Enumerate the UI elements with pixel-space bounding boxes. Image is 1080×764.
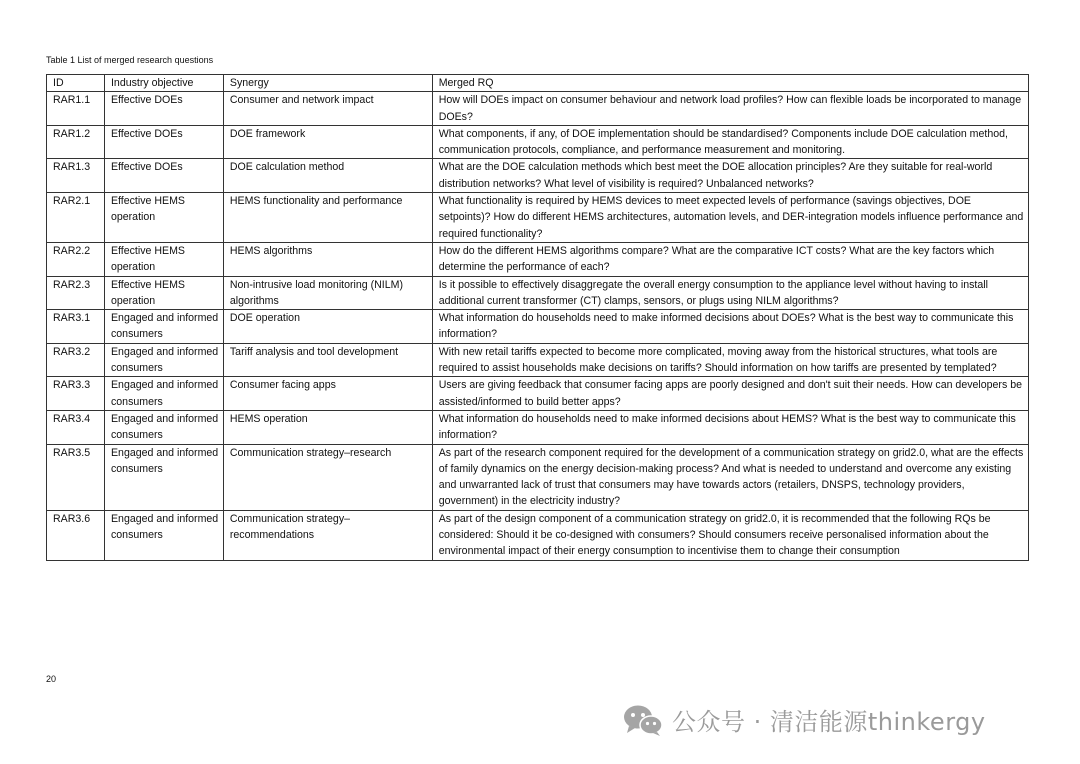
cell-merged-rq: As part of the research component required for the development of a communication strategy on grid2.0, what are the effects of family dynamics on the energy decision-making process? And what is needed to understand and overcome any existing and unwarranted lack of trust that consumers may have towards actors (retailers, DNSPS, technology providers, government) in the electricity industry? — [432, 444, 1028, 510]
cell-merged-rq: What functionality is required by HEMS devices to meet expected levels of performance (savings objectives, DOE setpoints)? How do different HEMS architectures, automation levels, and DER-integration models influence performance and required functionality? — [432, 193, 1028, 243]
cell-merged-rq: What information do households need to make informed decisions about DOEs? What is the best way to communicate this information? — [432, 310, 1028, 344]
cell-industry-objective: Engaged and informed consumers — [104, 343, 223, 377]
cell-merged-rq: With new retail tariffs expected to become more complicated, moving away from the historical structures, what tools are required to assist households make decisions on tariffs? Should information on how tariffs are presented by templated? — [432, 343, 1028, 377]
cell-industry-objective: Engaged and informed consumers — [104, 444, 223, 510]
table-row — [47, 343, 1029, 377]
table-row — [47, 125, 1029, 159]
cell-industry-objective: Effective DOEs — [104, 92, 223, 126]
table-row — [47, 159, 1029, 193]
cell-id: RAR2.1 — [47, 193, 105, 243]
cell-id: RAR3.1 — [47, 310, 105, 344]
table-row — [47, 377, 1029, 411]
page-number: 20 — [46, 674, 57, 684]
table-row — [47, 510, 1029, 560]
cell-synergy: Communication strategy–recommendations — [223, 510, 432, 560]
header-id: ID — [47, 75, 105, 92]
watermark — [622, 702, 986, 737]
cell-synergy: DOE calculation method — [223, 159, 432, 193]
table-caption: Table 1 List of merged research questions — [46, 55, 214, 65]
cell-industry-objective: Engaged and informed consumers — [104, 510, 223, 560]
cell-id: RAR2.2 — [47, 242, 105, 276]
cell-id: RAR1.2 — [47, 125, 105, 159]
cell-merged-rq: How will DOEs impact on consumer behaviour and network load profiles? How can flexible loads be incorporated to manage DOEs? — [432, 92, 1028, 126]
cell-industry-objective: Effective DOEs — [104, 125, 223, 159]
cell-synergy: Communication strategy–research — [223, 444, 432, 510]
table-body — [47, 92, 1029, 560]
cell-synergy: DOE framework — [223, 125, 432, 159]
cell-merged-rq: Users are giving feedback that consumer facing apps are poorly designed and don't suit their needs. How can developers be assisted/informed to build better apps? — [432, 377, 1028, 411]
cell-industry-objective: Engaged and informed consumers — [104, 377, 223, 411]
header-merged-rq: Merged RQ — [432, 75, 1028, 92]
cell-synergy: Consumer and network impact — [223, 92, 432, 126]
table-row — [47, 310, 1029, 344]
cell-merged-rq: Is it possible to effectively disaggregate the overall energy consumption to the appliance level without having to install additional current transformer (CT) clamps, sensors, or plugs using NILM algorithms? — [432, 276, 1028, 310]
table-row — [47, 242, 1029, 276]
cell-merged-rq: As part of the design component of a communication strategy on grid2.0, it is recommended that the following RQs be considered: Should it be co-designed with consumers? Should consumers receive personalised information about the environmental impact of their energy consumption to incentivise them to change their consumption — [432, 510, 1028, 560]
table-row — [47, 193, 1029, 243]
cell-industry-objective: Engaged and informed consumers — [104, 310, 223, 344]
table-header-row — [47, 75, 1029, 92]
cell-industry-objective: Effective HEMS operation — [104, 242, 223, 276]
cell-id: RAR1.3 — [47, 159, 105, 193]
cell-id: RAR3.3 — [47, 377, 105, 411]
cell-id: RAR2.3 — [47, 276, 105, 310]
cell-industry-objective: Effective HEMS operation — [104, 276, 223, 310]
cell-merged-rq: What information do households need to make informed decisions about HEMS? What is the best way to communicate this information? — [432, 410, 1028, 444]
cell-industry-objective: Effective DOEs — [104, 159, 223, 193]
cell-merged-rq: What components, if any, of DOE implementation should be standardised? Components include DOE calculation method, communication protocols, compliance, and performance measurement and monitoring. — [432, 125, 1028, 159]
cell-synergy: HEMS functionality and performance — [223, 193, 432, 243]
table-row — [47, 444, 1029, 510]
cell-synergy: HEMS operation — [223, 410, 432, 444]
cell-synergy: Non-intrusive load monitoring (NILM) algorithms — [223, 276, 432, 310]
cell-merged-rq: What are the DOE calculation methods which best meet the DOE allocation principles? Are they suitable for real-world distribution networks? What level of visibility is required? Unbalanced networks? — [432, 159, 1028, 193]
cell-synergy: Consumer facing apps — [223, 377, 432, 411]
cell-synergy: Tariff analysis and tool development — [223, 343, 432, 377]
cell-id: RAR1.1 — [47, 92, 105, 126]
cell-id: RAR3.2 — [47, 343, 105, 377]
cell-industry-objective: Engaged and informed consumers — [104, 410, 223, 444]
cell-synergy: DOE operation — [223, 310, 432, 344]
table-row — [47, 92, 1029, 126]
table-row — [47, 410, 1029, 444]
cell-id: RAR3.4 — [47, 410, 105, 444]
header-synergy: Synergy — [223, 75, 432, 92]
watermark-text: 公众号 · 清洁能源thinkergy — [672, 708, 986, 736]
cell-merged-rq: How do the different HEMS algorithms compare? What are the comparative ICT costs? What are the key factors which determine the performance of each? — [432, 242, 1028, 276]
table-row — [47, 276, 1029, 310]
wechat-icon — [622, 703, 664, 737]
cell-industry-objective: Effective HEMS operation — [104, 193, 223, 243]
header-industry-objective: Industry objective — [104, 75, 223, 92]
cell-synergy: HEMS algorithms — [223, 242, 432, 276]
research-questions-table — [46, 74, 1029, 561]
cell-id: RAR3.6 — [47, 510, 105, 560]
cell-id: RAR3.5 — [47, 444, 105, 510]
